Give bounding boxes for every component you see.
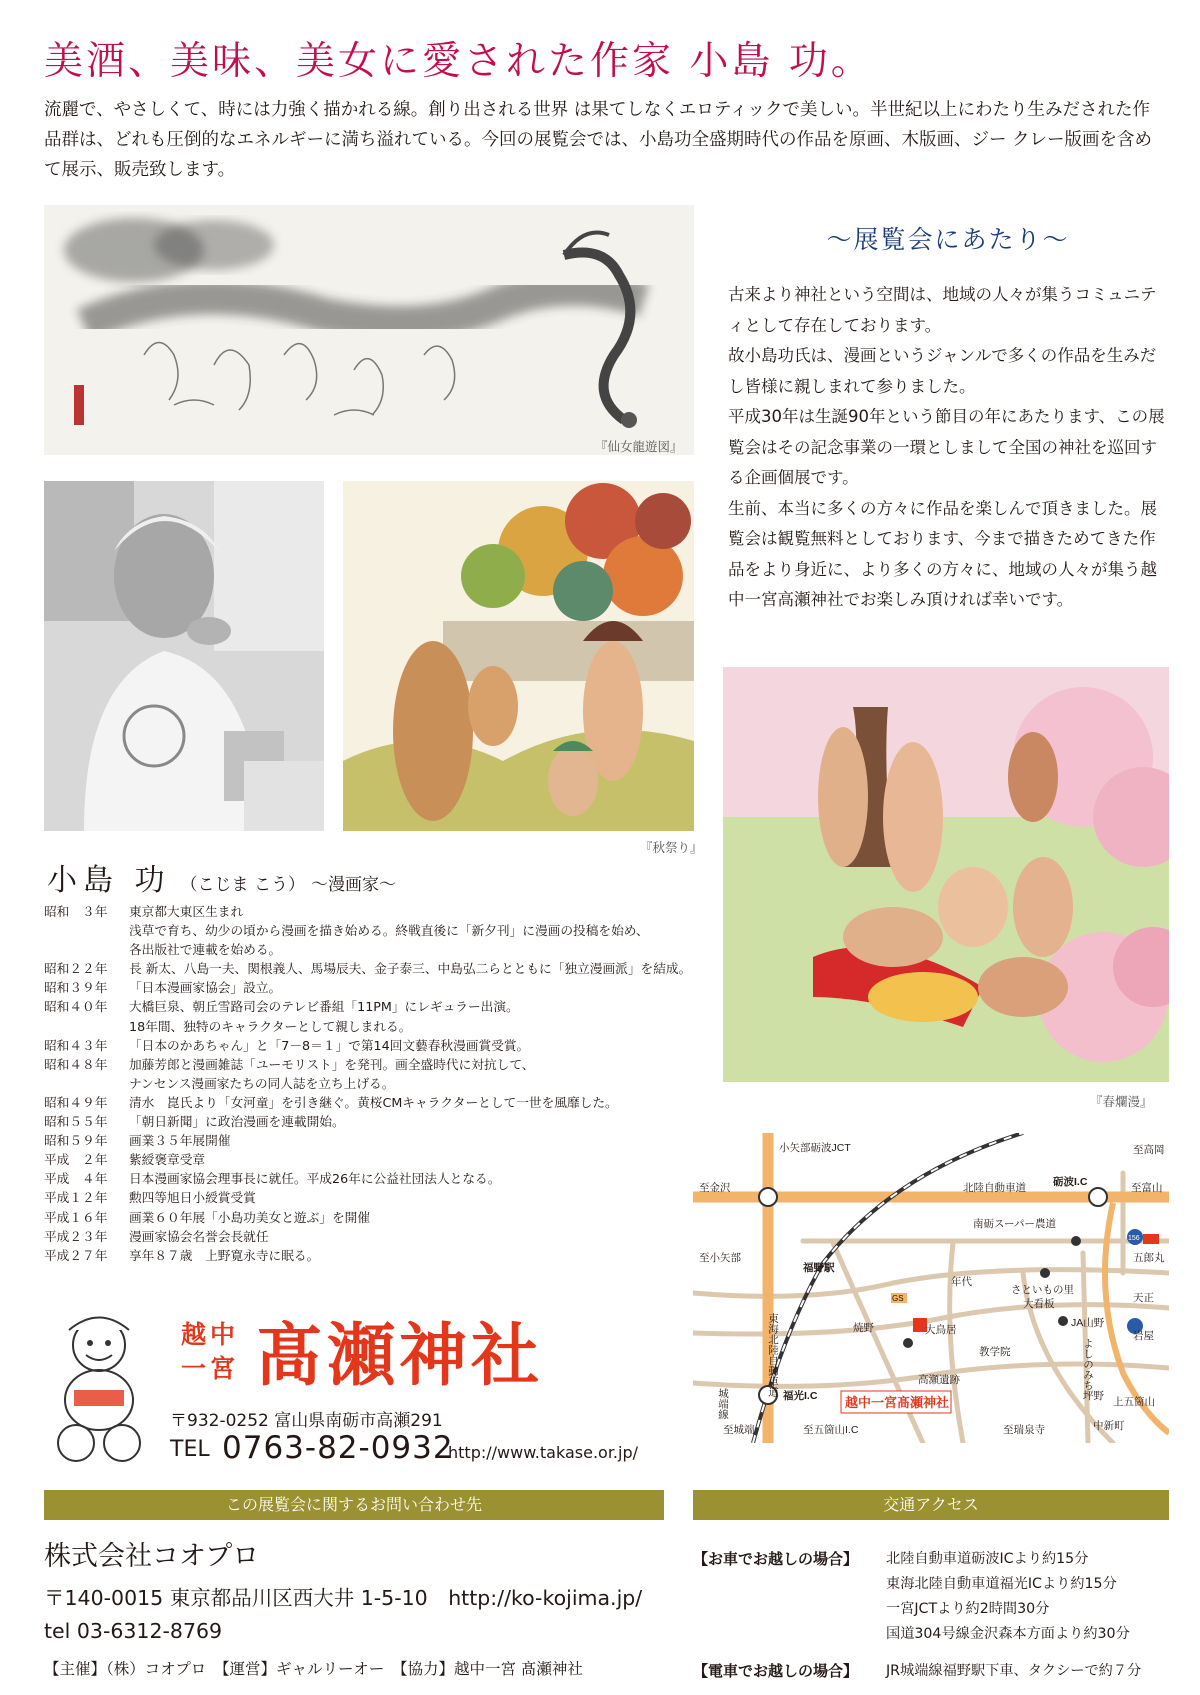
map-label-tsuboya: 坪野 <box>1083 1390 1104 1402</box>
shrine-name: 髙瀬神社 <box>255 1316 544 1396</box>
map-label-nendai: 年代 <box>951 1276 972 1288</box>
access-map <box>693 1133 1169 1443</box>
chronology-row: 各出版社で連載を始める。 <box>129 942 282 958</box>
chronology-row: 平成２７年 享年８７歳 上野寛永寺に眠る。 <box>44 1247 320 1263</box>
map-label-kamigoka: 上五箇山 <box>1113 1396 1155 1408</box>
access-car-line: 北陸自動車道砺波ICより約15分 <box>886 1551 1089 1567</box>
company-tel: tel 03-6312-8769 <box>44 1619 223 1643</box>
company-name: 株式会社コオプロ <box>44 1541 260 1572</box>
map-label-gokayama-ic: 至五箇山I.C <box>803 1424 859 1436</box>
chronology-row: 昭和４８年 加藤芳郎と漫画雑誌「ユーモリスト」を発刊。画全盛時代に対抗して、 <box>44 1056 535 1072</box>
map-label-nanto-farm: 南砺スーパー農道 <box>973 1218 1056 1230</box>
chronology-row: 昭和５９年 画業３５年展開催 <box>44 1133 231 1149</box>
map-label-fukumitsu-ic: 福光I.C <box>783 1390 818 1402</box>
map-label-satoimono: さといもの里 <box>1011 1284 1074 1296</box>
map-label-johana: 城端線 <box>717 1388 729 1420</box>
map-label-toyama: 至富山 <box>1131 1182 1163 1194</box>
map-label-kanazawa: 至金沢 <box>699 1182 731 1194</box>
shrine-subtitle: 越中一宮 <box>180 1320 239 1383</box>
artist-photo <box>44 481 324 831</box>
shrine-tel-label: TEL <box>170 1437 210 1462</box>
chronology-row: 昭和４９年 清水 崑氏より「女河童」を引き継ぐ。黄桜CMキャラクターとして一世を風靡した。 <box>44 1094 618 1110</box>
spring-caption: 『春爛漫』 <box>1090 1094 1153 1109</box>
page-title: 美酒、美味、美女に愛された作家 小島 功。 <box>44 39 873 84</box>
map-label-route-156: 156 <box>1128 1235 1140 1242</box>
chronology-row: 昭和２２年 長 新太、八島一夫、関根義人、馬場辰夫、金子泰三、中島弘二らとともに「独立漫画派」を結成。 <box>44 961 692 977</box>
essay-title: ～展覧会にあたり～ <box>826 225 1070 254</box>
map-label-johana-end: 至城端 <box>723 1424 755 1436</box>
dragon-painting <box>44 205 694 455</box>
access-train <box>693 1659 1173 1684</box>
map-label-ja: JA山野 <box>1071 1317 1105 1329</box>
artist-kana: （こじま こう） <box>180 875 305 895</box>
intro-text: 流麗で、やさしくて、時には力強く描かれる線。創り出される世界 は果てしなくエロティックで美しい。半世紀以上にわたり生みだされた作品群は、どれも圧倒的なエネルギーに満ち溢れている。今回の展覧会では、小島功全盛期時代の作品を原画、木版画、ジー クレー版画を含めて展示、販売致します。 <box>44 100 1153 180</box>
map-label-koyabe: 至小矢部 <box>699 1252 741 1264</box>
access-car-line: 国道304号線金沢森本方面より約30分 <box>886 1626 1130 1642</box>
dragon-caption: 『仙女龍遊図』 <box>595 439 683 454</box>
company-address: 〒140-0015 東京都品川区西大井 1-5-10 http://ko-kojima.jp/ <box>44 1586 643 1610</box>
chronology-row: 平成１６年 画業６０年展「小島功美女と遊ぶ」を開催 <box>44 1209 371 1225</box>
shrine-url[interactable]: http://www.takase.or.jp/ <box>448 1443 638 1462</box>
chronology-row: 浅草で育ち、幼少の頃から漫画を描き始める。終戦直後に「新夕刊」に漫画の投稿を始め、 <box>129 923 649 939</box>
inquiry-bar: この展覧会に関するお問い合わせ先 <box>44 1490 664 1520</box>
map-label-yoshinomichi: よしのみち <box>1082 1338 1094 1391</box>
artist-heading <box>47 855 396 899</box>
chronology-row: 昭和５５年 「朝日新聞」に政治漫画を連載開始。 <box>44 1114 345 1130</box>
chronology-row: 平成 ２年 紫綬褒章受章 <box>44 1152 206 1168</box>
chronology-row: 昭和３９年 「日本漫画家協会」設立。 <box>44 980 282 996</box>
access-info <box>693 1547 1173 1684</box>
shrine-tel: 0763-82-0932 <box>222 1430 454 1466</box>
map-label-fukuno-station: 福野駅 <box>803 1262 835 1274</box>
map-label-hokuriku: 北陸自動車道 <box>963 1182 1026 1194</box>
chronology-row: 昭和４０年 大橋巨泉、朝丘雪路司会のテレビ番組「11PM」にレギュラー出演。 <box>44 999 519 1015</box>
map-label-kyogakuin: 教学院 <box>979 1346 1011 1358</box>
access-car-label: 【お車でお越しの場合】 <box>693 1550 859 1568</box>
chronology-row: ナンセンス漫画家たちの同人誌を立ち上げる。 <box>129 1075 395 1091</box>
map-label-nakashin: 中新町 <box>1093 1420 1125 1432</box>
autumn-painting <box>343 481 694 831</box>
chronology-row: 18年間、独特のキャラクターとして親しまれる。 <box>129 1018 412 1034</box>
chronology-row: 昭和４３年 「日本のかあちゃん」と「7－8＝１」で第14回文藝春秋漫画賞受賞。 <box>44 1037 530 1053</box>
access-car-line: 一宮JCTより約2時間30分 <box>886 1601 1050 1617</box>
map-label-tonami-ic: 砺波I.C <box>1053 1176 1088 1188</box>
artist-role: ～漫画家～ <box>310 875 396 895</box>
map-label-ootorii: 大鳥居 <box>925 1324 957 1336</box>
artist-name: 小島 功 <box>47 863 171 898</box>
access-bar: 交通アクセス <box>693 1490 1169 1520</box>
chronology-row: 平成 ４年 日本漫画家協会理事長に就任。平成26年に公益社団法人となる。 <box>44 1171 501 1187</box>
access-train-label: 【電車でお越しの場合】 <box>693 1662 859 1680</box>
shrine-address: 〒932-0252 富山県南砺市高瀬291 <box>170 1411 443 1431</box>
chronology-row: 平成２３年 漫画家協会名誉会長就任 <box>44 1228 269 1244</box>
map-label-iwaya: 岩屋 <box>1133 1330 1154 1342</box>
sponsors-line: 【主催】（株）コオプロ 【運営】ギャルリーオー 【協力】越中一宮 髙瀬神社 <box>44 1660 583 1678</box>
chronology-row: 昭和 ３年 東京都大東区生まれ <box>44 904 244 919</box>
map-label-shrine: 越中一宮髙瀬神社 <box>845 1395 950 1410</box>
map-label-takaoka: 至高岡 <box>1133 1144 1165 1156</box>
map-label-zuisenji: 至瑞泉寺 <box>1003 1424 1045 1436</box>
autumn-caption: 『秋祭り』 <box>640 840 703 855</box>
chronology-row: 平成１２年 勲四等旭日小綬賞受賞 <box>44 1190 256 1206</box>
map-label-tokai: 東海北陸自動車道 <box>767 1313 779 1397</box>
map-label-kanban: 大看板 <box>1023 1298 1055 1310</box>
access-car <box>693 1547 1173 1647</box>
spring-painting <box>723 667 1169 1082</box>
map-label-koyabe-jct: 小矢部砺波JCT <box>779 1142 851 1154</box>
essay-text: 古来より神社という空間は、地域の人々が集うコミュニティとして存在しております。 故小島功氏は、漫画というジャンルで多くの作品を生みだし皆様に親しまれて参りました。 平成30年は生誕90年という節目の年にあたります、この展覧会はその記念事業の一環としまして全国の神社を巡回する企画個展です。 生前、本当に多くの方々に作品を楽しんで頂きました。展覧会は観覧無料としております、今まで描きためてきた作品をより身近に、より多くの方々に、地域の人々が集う越中一宮高瀬神社でお楽しみ頂ければ幸いです。 <box>728 285 1165 609</box>
map-label-ruins: 高瀬遺跡 <box>918 1374 960 1386</box>
chronology <box>44 902 692 1265</box>
map-label-gorou: 五郎丸 <box>1133 1252 1165 1264</box>
shrine-mascot-illustration <box>44 1305 154 1465</box>
map-label-tensho: 天正 <box>1133 1292 1154 1304</box>
map-label-gs: GS <box>892 1294 904 1303</box>
map-label-yakeno: 焼野 <box>853 1322 874 1334</box>
access-train-line: JR城端線福野駅下車、タクシーで約７分 <box>886 1663 1142 1679</box>
access-car-line: 東海北陸自動車道福光ICより約15分 <box>886 1576 1117 1592</box>
